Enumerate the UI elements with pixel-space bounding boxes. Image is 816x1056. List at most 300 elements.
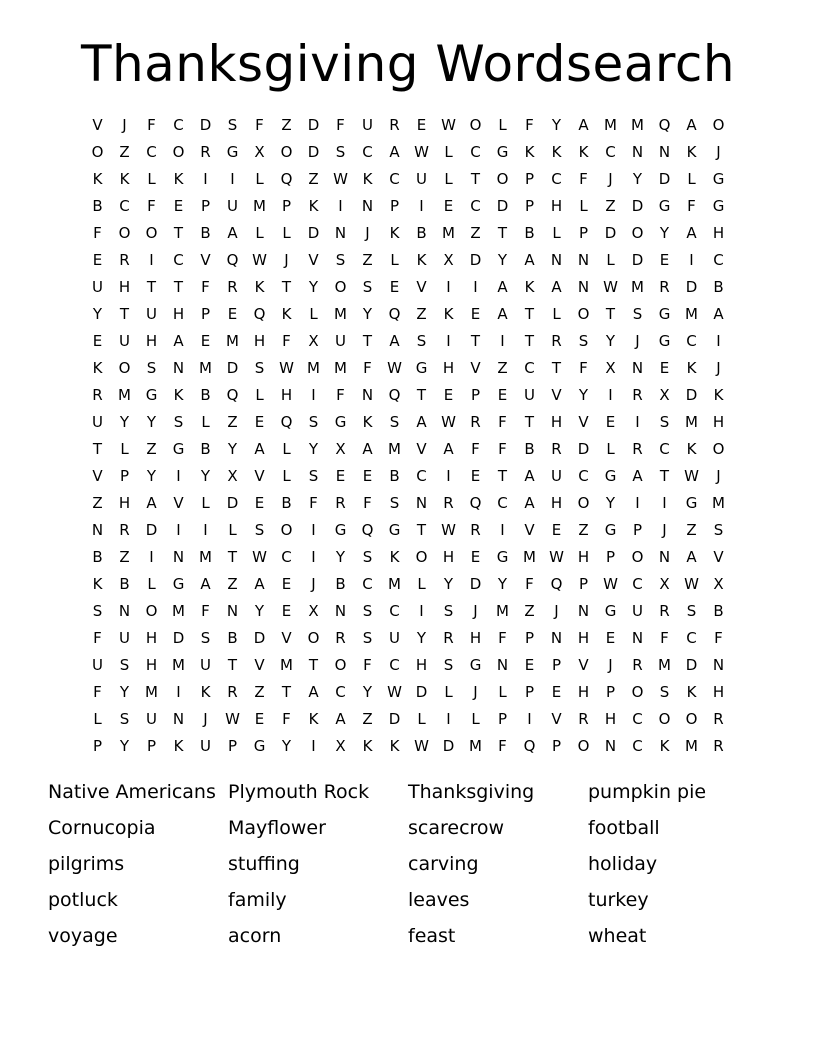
grid-letter: S	[200, 629, 211, 647]
grid-letter: A	[254, 575, 265, 593]
grid-letter: R	[632, 656, 643, 674]
grid-letter: S	[92, 602, 103, 620]
grid-letter: J	[284, 251, 289, 269]
grid-letter: E	[254, 494, 265, 512]
grid-letter: G	[604, 521, 617, 539]
grid-letter: Q	[523, 737, 536, 755]
grid-letter: L	[417, 710, 426, 728]
grid-letter: G	[604, 602, 617, 620]
grid-letter: S	[362, 629, 373, 647]
grid-letter: M	[280, 656, 293, 674]
grid-letter: K	[389, 224, 400, 242]
grid-letter: Y	[362, 305, 373, 323]
grid-letter: K	[173, 737, 184, 755]
grid-letter: Q	[253, 305, 266, 323]
grid-letter: Z	[119, 548, 130, 566]
grid-letter: I	[446, 278, 451, 296]
grid-letter: N	[550, 251, 563, 269]
grid-letter: T	[416, 521, 427, 539]
grid-letter: Y	[551, 116, 562, 134]
grid-row	[84, 301, 732, 328]
grid-letter: Y	[119, 413, 130, 431]
grid-letter: P	[281, 197, 292, 215]
grid-letter: Y	[200, 467, 211, 485]
grid-letter: W	[441, 116, 456, 134]
grid-letter: C	[578, 467, 589, 485]
grid-letter: T	[497, 224, 508, 242]
grid-letter: P	[632, 521, 643, 539]
grid-letter: B	[416, 224, 427, 242]
grid-letter: D	[199, 116, 212, 134]
grid-letter: L	[201, 413, 210, 431]
letter-grid	[84, 112, 732, 760]
grid-letter: P	[551, 737, 562, 755]
grid-letter: M	[658, 656, 671, 674]
grid-letter: I	[203, 170, 208, 188]
grid-letter: S	[443, 656, 454, 674]
grid-letter: M	[199, 359, 212, 377]
grid-letter: S	[254, 359, 265, 377]
grid-letter: Y	[92, 305, 103, 323]
grid-letter: M	[631, 116, 644, 134]
grid-row	[84, 355, 732, 382]
grid-letter: C	[632, 575, 643, 593]
grid-letter: K	[578, 143, 589, 161]
grid-letter: Y	[281, 737, 292, 755]
grid-letter: P	[146, 737, 157, 755]
grid-letter: B	[281, 494, 292, 512]
grid-letter: O	[469, 116, 482, 134]
grid-letter: R	[551, 440, 562, 458]
grid-letter: A	[497, 305, 508, 323]
grid-letter: O	[145, 224, 158, 242]
grid-row	[84, 598, 732, 625]
grid-row	[84, 409, 732, 436]
grid-letter: U	[200, 737, 211, 755]
grid-letter: N	[496, 656, 509, 674]
grid-letter: V	[308, 251, 319, 269]
grid-letter: L	[255, 170, 264, 188]
grid-row	[84, 571, 732, 598]
grid-letter: Z	[686, 521, 697, 539]
grid-letter: Y	[227, 440, 238, 458]
grid-row	[84, 166, 732, 193]
grid-letter: V	[416, 440, 427, 458]
grid-letter: E	[200, 332, 211, 350]
grid-letter: D	[253, 629, 266, 647]
grid-letter: A	[362, 440, 373, 458]
grid-letter: A	[686, 548, 697, 566]
grid-letter: J	[122, 116, 127, 134]
grid-row	[84, 328, 732, 355]
grid-letter: X	[227, 467, 238, 485]
grid-letter: U	[119, 332, 130, 350]
grid-letter: L	[498, 683, 507, 701]
grid-letter: E	[254, 413, 265, 431]
grid-letter: E	[470, 467, 481, 485]
grid-letter: H	[145, 332, 158, 350]
grid-letter: V	[254, 656, 265, 674]
grid-letter: L	[444, 170, 453, 188]
grid-letter: H	[712, 224, 725, 242]
grid-letter: S	[254, 521, 265, 539]
grid-letter: C	[389, 170, 400, 188]
grid-letter: E	[362, 467, 373, 485]
grid-letter: C	[416, 467, 427, 485]
grid-letter: N	[550, 629, 563, 647]
grid-letter: L	[228, 521, 237, 539]
grid-letter: O	[145, 602, 158, 620]
grid-letter: F	[579, 359, 588, 377]
grid-letter: X	[659, 386, 670, 404]
grid-letter: T	[605, 305, 616, 323]
grid-letter: V	[551, 710, 562, 728]
grid-letter: F	[336, 116, 345, 134]
grid-letter: G	[658, 332, 671, 350]
grid-letter: B	[227, 629, 238, 647]
grid-letter: T	[362, 332, 373, 350]
grid-letter: A	[632, 467, 643, 485]
grid-letter: I	[473, 278, 478, 296]
grid-letter: W	[387, 683, 402, 701]
grid-row	[84, 517, 732, 544]
grid-letter: F	[498, 629, 507, 647]
grid-letter: J	[473, 683, 478, 701]
grid-letter: I	[446, 710, 451, 728]
grid-letter: G	[415, 359, 428, 377]
grid-letter: H	[577, 683, 590, 701]
grid-row	[84, 112, 732, 139]
grid-letter: C	[119, 197, 130, 215]
grid-letter: W	[225, 710, 240, 728]
grid-letter: B	[200, 440, 211, 458]
grid-letter: O	[334, 656, 347, 674]
grid-letter: L	[255, 224, 264, 242]
grid-letter: S	[119, 710, 130, 728]
grid-letter: I	[635, 413, 640, 431]
grid-letter: B	[713, 278, 724, 296]
grid-row	[84, 274, 732, 301]
grid-letter: H	[577, 548, 590, 566]
grid-letter: V	[578, 656, 589, 674]
grid-letter: I	[419, 602, 424, 620]
grid-letter: H	[550, 494, 563, 512]
grid-letter: T	[92, 440, 103, 458]
grid-letter: K	[281, 305, 292, 323]
grid-letter: G	[388, 521, 401, 539]
word-list-item: feast	[408, 925, 456, 947]
grid-letter: L	[282, 440, 291, 458]
grid-letter: I	[311, 386, 316, 404]
grid-letter: R	[389, 116, 400, 134]
word-list-item: wheat	[588, 925, 647, 947]
grid-letter: T	[524, 332, 535, 350]
grid-letter: Q	[469, 494, 482, 512]
grid-letter: P	[524, 170, 535, 188]
grid-letter: M	[145, 683, 158, 701]
grid-letter: E	[605, 629, 616, 647]
grid-letter: E	[470, 305, 481, 323]
grid-letter: P	[578, 224, 589, 242]
grid-letter: B	[335, 575, 346, 593]
grid-letter: P	[200, 197, 211, 215]
grid-letter: N	[118, 602, 131, 620]
grid-letter: M	[496, 602, 509, 620]
grid-letter: L	[147, 575, 156, 593]
grid-letter: G	[496, 548, 509, 566]
grid-letter: D	[496, 197, 509, 215]
grid-letter: F	[309, 494, 318, 512]
grid-letter: T	[470, 170, 481, 188]
grid-letter: S	[659, 683, 670, 701]
grid-letter: F	[498, 440, 507, 458]
grid-letter: D	[226, 359, 239, 377]
grid-letter: P	[470, 386, 481, 404]
grid-letter: M	[172, 602, 185, 620]
grid-letter: I	[500, 521, 505, 539]
grid-letter: G	[226, 143, 239, 161]
grid-letter: C	[146, 143, 157, 161]
grid-letter: W	[441, 521, 456, 539]
word-list-item: turkey	[588, 889, 649, 911]
grid-letter: Q	[388, 305, 401, 323]
grid-letter: R	[335, 629, 346, 647]
grid-letter: V	[173, 494, 184, 512]
grid-letter: I	[203, 521, 208, 539]
grid-letter: J	[365, 224, 370, 242]
grid-letter: C	[632, 737, 643, 755]
grid-letter: C	[551, 170, 562, 188]
grid-letter: W	[603, 278, 618, 296]
grid-letter: G	[604, 467, 617, 485]
grid-letter: Z	[362, 251, 373, 269]
grid-letter: P	[578, 575, 589, 593]
grid-letter: J	[716, 143, 721, 161]
grid-letter: N	[658, 143, 671, 161]
grid-row	[84, 706, 732, 733]
grid-letter: Q	[361, 521, 374, 539]
grid-letter: D	[307, 224, 320, 242]
grid-letter: S	[686, 602, 697, 620]
word-list-item: family	[228, 889, 287, 911]
grid-letter: L	[147, 170, 156, 188]
word-list-item: stuffing	[228, 853, 300, 875]
grid-letter: W	[279, 359, 294, 377]
grid-letter: A	[713, 305, 724, 323]
grid-letter: J	[203, 710, 208, 728]
grid-row	[84, 247, 732, 274]
grid-letter: C	[686, 629, 697, 647]
grid-letter: B	[92, 197, 103, 215]
grid-letter: L	[552, 305, 561, 323]
word-list-item: carving	[408, 853, 479, 875]
grid-letter: M	[388, 440, 401, 458]
grid-letter: A	[227, 224, 238, 242]
grid-letter: R	[632, 386, 643, 404]
grid-letter: Y	[362, 683, 373, 701]
grid-letter: F	[147, 116, 156, 134]
grid-letter: K	[686, 359, 697, 377]
grid-letter: F	[93, 629, 102, 647]
grid-letter: R	[713, 737, 724, 755]
word-list-item: football	[588, 817, 660, 839]
grid-letter: C	[686, 332, 697, 350]
grid-letter: Y	[119, 683, 130, 701]
grid-letter: N	[604, 737, 617, 755]
grid-letter: H	[118, 494, 131, 512]
grid-letter: H	[172, 305, 185, 323]
grid-letter: Y	[578, 386, 589, 404]
grid-letter: J	[662, 521, 667, 539]
grid-letter: Y	[146, 413, 157, 431]
grid-letter: O	[334, 278, 347, 296]
grid-letter: F	[525, 116, 534, 134]
grid-letter: X	[335, 737, 346, 755]
grid-letter: O	[577, 305, 590, 323]
grid-letter: O	[712, 440, 725, 458]
grid-letter: L	[552, 224, 561, 242]
grid-letter: R	[227, 683, 238, 701]
grid-letter: C	[173, 251, 184, 269]
grid-letter: S	[416, 332, 427, 350]
grid-letter: J	[608, 170, 613, 188]
grid-letter: L	[390, 251, 399, 269]
grid-letter: Y	[308, 278, 319, 296]
grid-letter: K	[92, 170, 103, 188]
grid-row	[84, 463, 732, 490]
grid-letter: F	[282, 710, 291, 728]
grid-letter: Z	[146, 440, 157, 458]
word-list-item: voyage	[48, 925, 118, 947]
grid-letter: C	[497, 494, 508, 512]
grid-letter: I	[662, 494, 667, 512]
grid-letter: M	[199, 548, 212, 566]
grid-letter: C	[389, 602, 400, 620]
grid-letter: H	[280, 386, 293, 404]
grid-letter: V	[713, 548, 724, 566]
grid-letter: T	[146, 278, 157, 296]
grid-letter: E	[443, 386, 454, 404]
grid-letter: N	[172, 710, 185, 728]
grid-letter: G	[685, 494, 698, 512]
grid-letter: R	[659, 278, 670, 296]
grid-letter: R	[659, 602, 670, 620]
grid-letter: T	[281, 683, 292, 701]
grid-letter: Y	[605, 494, 616, 512]
grid-letter: U	[362, 116, 373, 134]
grid-letter: R	[470, 521, 481, 539]
grid-letter: Z	[281, 116, 292, 134]
grid-letter: N	[631, 629, 644, 647]
grid-letter: L	[417, 575, 426, 593]
grid-letter: W	[387, 359, 402, 377]
grid-letter: S	[632, 305, 643, 323]
grid-letter: Y	[254, 602, 265, 620]
word-list-item: Plymouth Rock	[228, 781, 370, 803]
grid-letter: U	[92, 413, 103, 431]
grid-letter: C	[335, 683, 346, 701]
grid-letter: M	[334, 305, 347, 323]
grid-letter: K	[443, 305, 454, 323]
grid-letter: D	[415, 683, 428, 701]
grid-letter: S	[389, 413, 400, 431]
grid-letter: E	[92, 251, 103, 269]
grid-letter: Z	[605, 197, 616, 215]
grid-letter: L	[309, 305, 318, 323]
grid-letter: S	[362, 548, 373, 566]
grid-letter: O	[118, 224, 131, 242]
grid-letter: U	[92, 278, 103, 296]
grid-letter: P	[605, 683, 616, 701]
grid-letter: A	[146, 494, 157, 512]
word-list-item: Mayflower	[228, 817, 326, 839]
grid-letter: L	[255, 386, 264, 404]
grid-letter: D	[307, 116, 320, 134]
grid-letter: R	[92, 386, 103, 404]
grid-letter: M	[685, 305, 698, 323]
grid-letter: N	[577, 251, 590, 269]
grid-letter: P	[497, 710, 508, 728]
grid-letter: O	[172, 143, 185, 161]
grid-letter: P	[227, 737, 238, 755]
grid-letter: D	[307, 143, 320, 161]
grid-letter: K	[686, 440, 697, 458]
grid-letter: O	[118, 359, 131, 377]
grid-letter: I	[689, 251, 694, 269]
grid-letter: C	[470, 197, 481, 215]
grid-letter: U	[119, 629, 130, 647]
grid-letter: I	[419, 197, 424, 215]
grid-letter: P	[605, 548, 616, 566]
grid-letter: Z	[578, 521, 589, 539]
grid-letter: K	[92, 359, 103, 377]
grid-letter: Z	[497, 359, 508, 377]
grid-letter: V	[524, 521, 535, 539]
grid-letter: F	[498, 413, 507, 431]
grid-letter: I	[311, 521, 316, 539]
word-list-item: Cornucopia	[48, 817, 156, 839]
grid-letter: N	[361, 197, 374, 215]
grid-letter: M	[172, 656, 185, 674]
grid-row	[84, 652, 732, 679]
grid-letter: T	[227, 656, 238, 674]
grid-letter: N	[631, 143, 644, 161]
grid-letter: O	[685, 710, 698, 728]
grid-letter: U	[389, 629, 400, 647]
grid-letter: N	[658, 548, 671, 566]
grid-letter: K	[362, 737, 373, 755]
grid-letter: T	[497, 467, 508, 485]
grid-letter: O	[631, 224, 644, 242]
grid-letter: F	[201, 278, 210, 296]
word-list-item: potluck	[48, 889, 118, 911]
grid-letter: B	[524, 224, 535, 242]
grid-letter: U	[335, 332, 346, 350]
grid-letter: K	[362, 413, 373, 431]
word-list-item: Thanksgiving	[408, 781, 535, 803]
grid-letter: S	[443, 602, 454, 620]
grid-letter: D	[658, 170, 671, 188]
grid-letter: A	[335, 710, 346, 728]
grid-letter: E	[92, 332, 103, 350]
grid-letter: X	[659, 575, 670, 593]
grid-letter: K	[659, 737, 670, 755]
grid-letter: E	[173, 197, 184, 215]
grid-letter: D	[685, 278, 698, 296]
grid-letter: N	[334, 602, 347, 620]
grid-letter: N	[577, 278, 590, 296]
grid-letter: Z	[416, 305, 427, 323]
